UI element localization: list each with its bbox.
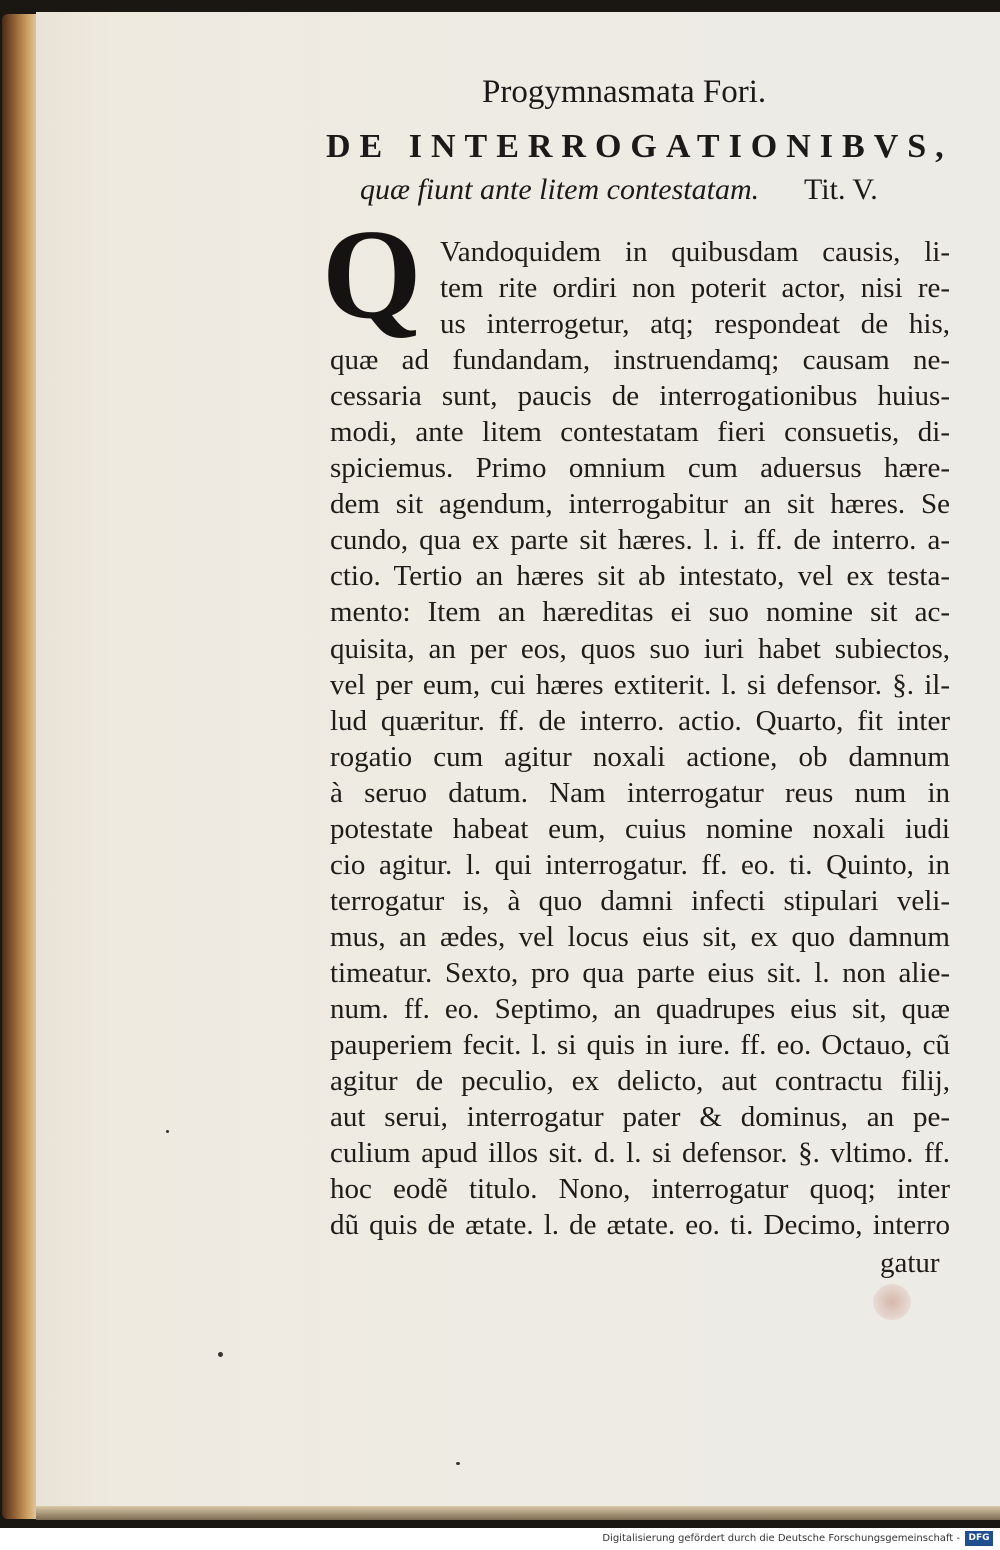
text-line: num. ff. eo. Septimo, an quadrupes eius sit, quæ [330, 992, 950, 1025]
text-line: lud quæritur. ff. de interro. actio. Quarto, fit inter [330, 704, 950, 737]
text-line: quæ ad fundandam, instruendamq; causam ne- [330, 344, 950, 377]
paper-stain [873, 1284, 911, 1320]
footer-credit: Digitalisierung gefördert durch die Deutsche Forschungsgemeinschaft - [602, 1533, 960, 1544]
text-line: vel per eum, cui hæres extiterit. l. si defensor. §. il- [330, 668, 950, 701]
text-line: terrogatur is, à quo damni infecti stipulari veli- [330, 884, 950, 917]
text-line: pauperiem fecit. l. si quis in iure. ff. eo. Octauo, cũ [330, 1029, 950, 1062]
text-line: tem rite ordiri non poterit actor, nisi re- [440, 272, 950, 305]
text-line: aut serui, interrogatur pater & dominus, an pe- [330, 1101, 950, 1134]
paper-speck [166, 1130, 169, 1133]
text-line: ctio. Tertio an hæres sit ab intestato, vel ex testa- [330, 560, 950, 593]
paper-speck [456, 1462, 460, 1465]
title-number: Tit. V. [804, 173, 878, 206]
text-line: cessaria sunt, paucis de interrogationibus huius- [330, 380, 950, 413]
text-line: us interrogetur, atq; respondeat de his, [440, 308, 950, 341]
text-line: timeatur. Sexto, pro qua parte eius sit. l. non alie- [330, 956, 950, 989]
catchword: gatur [880, 1247, 940, 1279]
text-line: Vandoquidem in quibusdam causis, li- [440, 236, 950, 268]
text-line: quisita, an per eos, quos suo iuri habet subiectos, [330, 632, 950, 665]
running-head: Progymnasmata Fori. [482, 74, 767, 110]
book-page-bottom-edge [36, 1506, 1000, 1520]
text-line: culium apud illos sit. d. l. si defensor. §. vltimo. ff. [330, 1137, 950, 1170]
text-line: agitur de peculio, ex delicto, aut contractu filij, [330, 1065, 950, 1098]
text-line: cundo, qua ex parte sit hæres. l. i. ff. de interro. a- [330, 524, 950, 557]
drop-cap: Q [322, 203, 422, 345]
text-line: cio agitur. l. qui interrogatur. ff. eo. ti. Quinto, in [330, 848, 950, 881]
section-title: DE INTERROGATIONIBVS, [326, 128, 953, 165]
text-line: hoc eodẽ titulo. Nono, interrogatur quoq; inter [330, 1173, 950, 1206]
body-text [330, 234, 950, 1243]
text-line: spiciemus. Primo omnium cum aduersus hære- [330, 452, 950, 485]
text-line: à seruo datum. Nam interrogatur reus num in [330, 776, 950, 809]
text-line: dem sit agendum, interrogabitur an sit hæres. Se [330, 488, 950, 521]
text-line: rogatio cum agitur noxali actione, ob damnum [330, 740, 950, 773]
text-line: modi, ante litem contestatam fieri consuetis, di- [330, 416, 950, 449]
text-line: potestate habeat eum, cuius nomine noxali iudi [330, 812, 950, 845]
text-line: dũ quis de ætate. l. de ætate. eo. ti. Decimo, interro [330, 1209, 950, 1242]
text-line: mus, an ædes, vel locus eius sit, ex quo damnum [330, 920, 950, 953]
section-subtitle: quæ fiunt ante litem contestatam. [360, 173, 760, 206]
dfg-logo: DFG [965, 1531, 993, 1546]
text-line: mento: Item an hæreditas ei suo nomine sit ac- [330, 596, 950, 629]
paper-speck [218, 1352, 223, 1357]
